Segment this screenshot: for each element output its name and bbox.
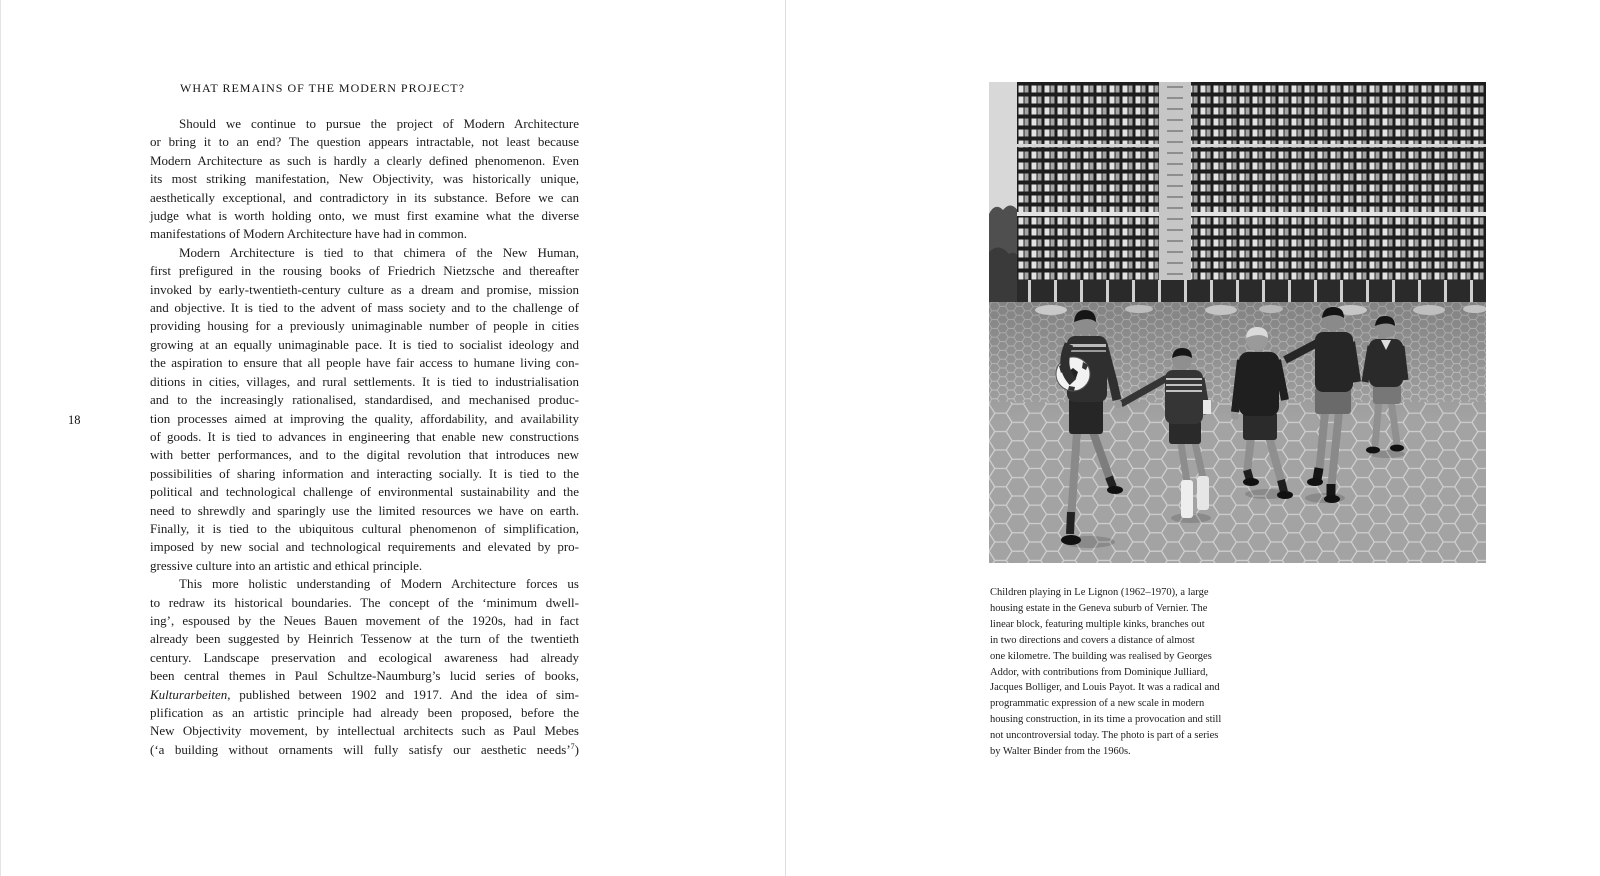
- body-text-line: aesthetically exceptional, and contradictory in its substance. Before we can: [150, 189, 579, 205]
- body-text-line: the aspiration to ensure that all people have fair access to humane living con-: [150, 355, 579, 371]
- body-text-line: providing housing for a previously unimaginable number of people in cities: [150, 318, 579, 334]
- book-title-italic: Kulturarbeiten: [150, 686, 228, 702]
- right-page: [786, 0, 1600, 876]
- body-text-line: New Objectivity movement, by intellectual architects such as Paul Mebes: [150, 723, 579, 739]
- caption-line: Children playing in Le Lignon (1962–1970), a large: [990, 587, 1209, 598]
- body-text-line: Modern Architecture is tied to that chimera of the New Human,: [179, 244, 579, 260]
- body-text-line: need to shrewdly and sparingly use the limited resources we have on earth.: [150, 502, 579, 518]
- body-text-line: [150, 686, 579, 704]
- photo-caption: [990, 585, 1270, 760]
- body-text-line: invoked by early-twentieth-century culture as a dream and promise, mission: [150, 281, 579, 297]
- body-text-line: and objective. It is tied to the advent of mass society and to the challenge of: [150, 300, 579, 316]
- caption-line: linear block, featuring multiple kinks, branches out: [990, 618, 1205, 630]
- facade-band: [1017, 144, 1486, 147]
- caption-line: housing estate in the Geneva suburb of Vernier. The: [990, 602, 1208, 614]
- left-page: [0, 0, 785, 876]
- body-text-line: and to the increasingly rationalised, standardised, and mechanised produc-: [150, 392, 579, 408]
- body-text-line: of goods. It is tied to advances in engineering that enable new constructions: [150, 428, 579, 444]
- body-text-line: ditions in cities, villages, and rural settlements. It is tied to industrialisation: [150, 373, 579, 389]
- caption-line: Addor, with contributions from Dominique Julliard,: [990, 666, 1209, 678]
- body-text-line: ing’, espoused by the Neues Bauen movement of the 1920s, had in fact: [150, 612, 579, 628]
- body-text-line: gressive culture into an artistic and ethical principle.: [150, 557, 423, 573]
- body-text-line: imposed by new social and technological requirements and elevated by pro-: [150, 539, 579, 555]
- body-text-line: Modern Architecture as such is hardly a clearly defined phenomenon. Even: [150, 152, 579, 168]
- body-text-line: its most striking manifestation, New Objectivity, was historically unique,: [150, 171, 579, 187]
- body-text-line: Finally, it is tied to the ubiquitous cultural phenomenon of simplification,: [150, 520, 579, 536]
- caption-line: one kilometre. The building was realised by Georges: [990, 650, 1212, 662]
- body-text-span: (‘a building without ornaments will fully satisfy our aesthetic needs’: [150, 741, 571, 757]
- caption-line: programmatic expression of a new scale in modern: [990, 698, 1205, 710]
- body-text-line: first prefigured in the rousing books of Friedrich Nietzsche and thereafter: [150, 263, 579, 279]
- body-text-line: tion processes aimed at improving the quality, affordability, and availability: [150, 410, 579, 426]
- chapter-heading: WHAT REMAINS OF THE MODERN PROJECT?: [180, 81, 465, 95]
- body-text-line: plification as an artistic principle had already been proposed, before the: [150, 705, 579, 720]
- body-text-line: century. Landscape preservation and ecological awareness had already: [150, 649, 579, 665]
- footnote-marker: 7: [570, 741, 575, 751]
- paragraph-2: [150, 244, 579, 575]
- paragraph-3: [150, 575, 579, 759]
- stairwell-strip: [1159, 82, 1191, 280]
- trees-shadow: [989, 247, 1019, 304]
- caption-line: by Walter Binder from the 1960s.: [990, 746, 1131, 758]
- caption-line: Jacques Bolliger, and Louis Payot. It was a radical and: [990, 682, 1220, 694]
- body-text-line: political and technological challenge of environmental sustainability and the: [150, 484, 579, 500]
- caption-line: housing construction, in its time a provocation and still: [990, 714, 1222, 726]
- building-facade: [1017, 82, 1486, 280]
- photo-le-lignon: [989, 82, 1486, 563]
- body-text-line: to redraw its historical boundaries. The concept of the ‘minimum dwell-: [150, 594, 579, 610]
- body-text-line: manifestations of Modern Architecture have had in common.: [150, 226, 467, 242]
- paragraph-1: [150, 115, 579, 244]
- body-text-line: [150, 741, 579, 759]
- pilotis: [1017, 280, 1486, 304]
- body-text-line: possibilities of sharing information and interacting socially. It is tied to the: [150, 465, 579, 481]
- body-text-line: growing at an equally unimaginable pace. It is tied to socialist ideology and: [150, 336, 579, 352]
- body-text-span: ): [574, 741, 579, 757]
- body-text-line: Should we continue to pursue the project of Modern Architecture: [179, 116, 579, 131]
- page-number: 18: [68, 413, 81, 427]
- photo: [989, 82, 1486, 563]
- body-text-line: or bring it to an end? The question appears intractable, not least because: [150, 134, 579, 150]
- caption-line: in two directions and covers a distance of almost: [990, 634, 1195, 646]
- facade-band: [1017, 212, 1486, 216]
- body-text-line: already been suggested by Heinrich Tessenow at the turn of the twentieth: [150, 631, 579, 647]
- body-text-line: with better performances, and to the digital revolution that introduces new: [150, 447, 579, 463]
- body-text: [150, 115, 579, 759]
- body-text-line: been central themes in Paul Schultze-Naumburg’s lucid series of books,: [150, 668, 579, 684]
- caption-line: not uncontroversial today. The photo is part of a series: [990, 730, 1219, 742]
- body-text-line: This more holistic understanding of Modern Architecture forces us: [179, 576, 579, 592]
- body-text-line: judge what is worth holding onto, we must first examine what the diverse: [150, 208, 579, 224]
- body-text-span: , published between 1902 and 1917. And the idea of sim-: [227, 686, 579, 702]
